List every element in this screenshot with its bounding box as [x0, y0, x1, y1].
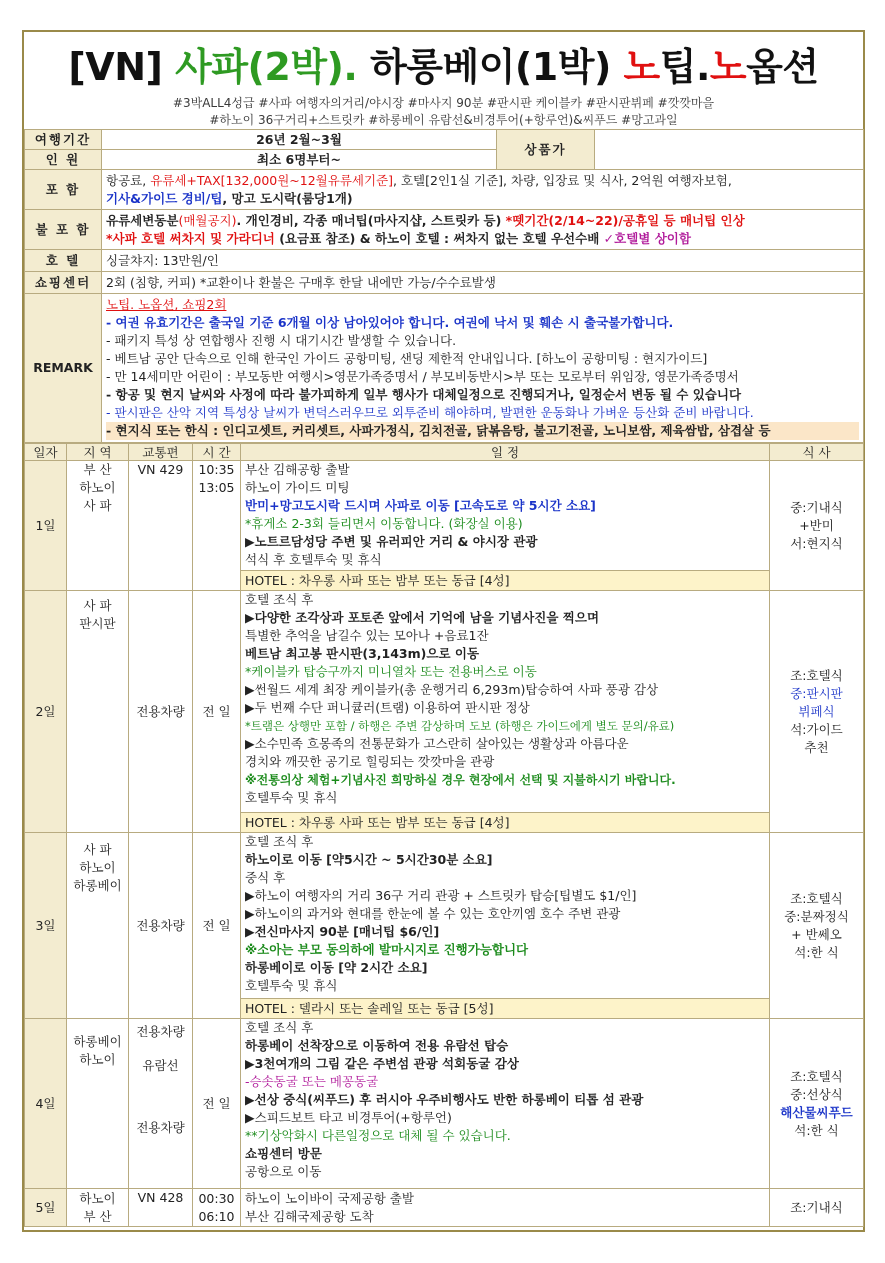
remark-line: - 항공 및 현지 날씨와 사정에 따라 불가피하게 일부 행사가 대체일정으로 진행되거나, 일정순서 변동 될 수 있습니다: [106, 387, 742, 402]
day-label: 2일: [25, 591, 67, 833]
people-label: 인 원: [25, 150, 102, 170]
meals-cell: 조:기내식: [770, 1189, 864, 1227]
page-title: [24, 36, 863, 91]
remark-line: - 현지식 또는 한식 : 인디고셋트, 커리셋트, 사파가정식, 김치전골, 닭볶음탕, 불고기전골, 노니보쌈, 제육쌈밥, 삼겹살 등: [106, 422, 859, 440]
remark-line: 노팁. 노옵션, 쇼핑2회: [106, 297, 227, 312]
remark-line: - 여권 유효기간은 출국일 기준 6개월 이상 남아있어야 합니다. 여권에 낙서 및 훼손 시 출국불가합니다.: [106, 315, 674, 330]
hotel-label: 호 텔: [25, 250, 102, 272]
transport-cell: 전용차량 유람선 전용차량: [129, 1019, 193, 1189]
title-noopt-opt: 옵션: [746, 45, 819, 89]
schedule-cell: 부산 김해공항 출발 하노이 가이드 미팅 반미+망고도시락 드시며 사파로 이동 [고속도로 약 5시간 소요] *휴게소 2-3회 들리면서 이동합니다. (화장실 이용) ▶노트르담성당 주변 및 유러피안 거리 & 야시장 관광 석식 후 호텔투숙 및 휴식: [241, 461, 770, 571]
meals-cell: 조:호텔식 중:분짜정식 + 반쎄오 석:한 식: [770, 833, 864, 1019]
day-label: 5일: [25, 1189, 67, 1227]
hotel-row: HOTEL : 델라시 또는 솔레일 또는 동급 [5성]: [241, 999, 770, 1019]
header-meals: 식 사: [770, 444, 864, 461]
meals-cell: 조:호텔식 중:판시판 뷔페식 석:가이드 추천: [770, 591, 864, 833]
people-value: 최소 6명부터~: [102, 150, 497, 170]
region-cell: 사 파 판시판: [67, 591, 129, 833]
price-value: [595, 130, 864, 170]
page-frame: [22, 30, 865, 1232]
period-label: 여행기간: [25, 130, 102, 150]
meals-cell: 조:호텔식 중:선상식 해산물씨푸드 석:한 식: [770, 1019, 864, 1189]
header: [24, 32, 863, 128]
transport-cell: 전용차량: [129, 833, 193, 1019]
transport-cell: 전용차량: [129, 591, 193, 833]
title-sapa: 사파(2박).: [175, 45, 358, 89]
include-label: 포 함: [25, 170, 102, 210]
header-transport: 교통편: [129, 444, 193, 461]
schedule-cell: 하노이 노이바이 국제공항 출발 부산 김해국제공항 도착: [241, 1189, 770, 1227]
hotel-row: HOTEL : 차우롱 사파 또는 밤부 또는 동급 [4성]: [241, 813, 770, 833]
region-cell: 부 산 하노이 사 파: [67, 461, 129, 591]
hashtags-line-1: #3박ALL4성급 #사파 여행자의거리/야시장 #마사지 90분 #판시판 케이블카 #판시판뷔페 #깟깟마을: [172, 96, 715, 110]
hashtags-line-2: #하노이 36구거리+스트릿카 #하롱베이 유람선&비경투어(+항루언)&씨푸드 #망고과일: [209, 113, 678, 127]
exclude-label: 불 포 함: [25, 210, 102, 250]
remark-value: [102, 294, 864, 443]
info-table: [24, 129, 864, 443]
header-region: 지 역: [67, 444, 129, 461]
title-noopt-no: 노: [709, 45, 747, 89]
transport-cell: VN 429: [129, 461, 193, 591]
day-label: 4일: [25, 1019, 67, 1189]
include-value: 항공료, 유류세+TAX[132,000원~12월유류세기준], 호텔[2인1실 기준], 차량, 입장료 및 식사, 2억원 여행자보험, 기사&가이드 경비/팁, 망고 도시락(룸당1개): [102, 170, 864, 210]
schedule-cell: 호텔 조식 후 하노이로 이동 [약5시간 ~ 5시간30분 소요] 중식 후 ▶하노이 여행자의 거리 36구 거리 관광 + 스트릿카 탑승[팁별도 $1/인] ▶하노이의 과거와 현대를 한눈에 볼 수 있는 호안끼엠 호수 주변 관광 ▶전신마사지 90분 [매너팁 $6/인] ※소아는 부모 동의하에 발마시지로 진행가능합니다 하롱베이로 이동 [약 2시간 소요] 호텔투숙 및 휴식: [241, 833, 770, 999]
transport-cell: VN 428: [129, 1189, 193, 1227]
hotel-value: 싱글챠지: 13만원/인: [102, 250, 864, 272]
schedule-cell: 호텔 조식 후 하롱베이 선착장으로 이동하여 전용 유람선 탑승 ▶3천여개의 그림 같은 주변섬 관광 석회동굴 감상 -승솟동굴 또는 메꽁동굴 ▶선상 중식(씨푸드) 후 러시아 우주비행사도 반한 하롱베이 티톱 섬 관광 ▶스피드보트 타고 비경투어(+항루언) **기상악화시 다른일정으로 대체 될 수 있습니다. 쇼핑센터 방문 공항으로 이동: [241, 1019, 770, 1189]
time-cell: 10:35 13:05: [193, 461, 241, 591]
period-value: 26년 2월~3월: [102, 130, 497, 150]
day-label: 3일: [25, 833, 67, 1019]
remark-label: REMARK: [25, 294, 102, 443]
time-cell: 00:30 06:10: [193, 1189, 241, 1227]
time-cell: 전 일: [193, 591, 241, 833]
header-day: 일자: [25, 444, 67, 461]
region-cell: 하롱베이 하노이: [67, 1019, 129, 1189]
schedule-cell: 호텔 조식 후 ▶다양한 조각상과 포토존 앞에서 기억에 남을 기념사진을 찍으며 특별한 추억을 남길수 있는 모아나 +음료1잔 베트남 최고봉 판시판(3,143m)으로 이동 *케이블카 탑승구까지 미니열차 또는 전용버스로 이동 ▶썬월드 세계 최장 케이블카(총 운행거리 6,293m)탑승하여 사파 풍광 감상 ▶두 번째 수단 퍼니큘러(트램) 이용하여 판시판 정상 *트램은 상행만 포함 / 하행은 주변 감상하며 도보 (하행은 가이드에게 별도 문의/유료) ▶소수민족 흐몽족의 전통문화가 고스란히 살아있는 생활상과 아름다운 경치와 깨끗한 공기로 힐링되는 깟깟마을 관광 ※전통의상 체험+기념사진 희망하실 경우 현장에서 선택 및 지불하시기 바랍니다. 호텔투숙 및 휴식: [241, 591, 770, 813]
title-notip-no: 노: [623, 45, 660, 89]
remark-line: - 만 14세미만 어린이 : 부모동반 여행시>영문가족증명서 / 부모비동반시>부 또는 모로부터 위임장, 영문가족증명서: [106, 369, 739, 384]
remark-line: - 베트남 공안 단속으로 인해 한국인 가이드 공항미팅, 샌딩 제한적 안내입니다. [하노이 공항미팅 : 현지가이드]: [106, 351, 708, 366]
exclude-value: 유류세변동분(매월공지). 개인경비, 각종 매너팁(마사지샵, 스트릿카 등) *뗏기간(2/14~22)/공휴일 등 매너팁 인상 *사파 호텔 써차지 및 가라디너 (요금표 참조) & 하노이 호텔 : 써차지 없는 호텔 우선수배 ✓호텔별 상이함: [102, 210, 864, 250]
title-halong: 하롱베이(1박): [370, 45, 611, 89]
remark-line: - 판시판은 산악 지역 특성상 날씨가 변덕스러우므로 외투준비 해야하며, 발편한 운동화나 가벼운 등산화 준비 바랍니다.: [106, 405, 754, 420]
header-schedule: 일 정: [241, 444, 770, 461]
price-label: 상품가: [497, 130, 595, 170]
hotel-row: HOTEL : 차우롱 사파 또는 밤부 또는 동급 [4성]: [241, 571, 770, 591]
region-cell: 사 파 하노이 하롱베이: [67, 833, 129, 1019]
time-cell: 전 일: [193, 1019, 241, 1189]
remark-line: - 패키지 특성 상 연합행사 진행 시 대기시간 발생할 수 있습니다.: [106, 333, 457, 348]
header-time: 시 간: [193, 444, 241, 461]
shopping-value: 2회 (침향, 커피) *교환이나 환불은 구매후 한달 내에만 가능/수수료발생: [102, 272, 864, 294]
region-cell: 하노이 부 산: [67, 1189, 129, 1227]
title-notip-tip: 팁.: [659, 45, 710, 89]
itinerary-table: [24, 443, 864, 1227]
time-cell: 전 일: [193, 833, 241, 1019]
meals-cell: 중:기내식 +반미 서:현지식: [770, 461, 864, 591]
shopping-label: 쇼핑센터: [25, 272, 102, 294]
day-label: 1일: [25, 461, 67, 591]
title-code: [VN]: [68, 45, 163, 89]
